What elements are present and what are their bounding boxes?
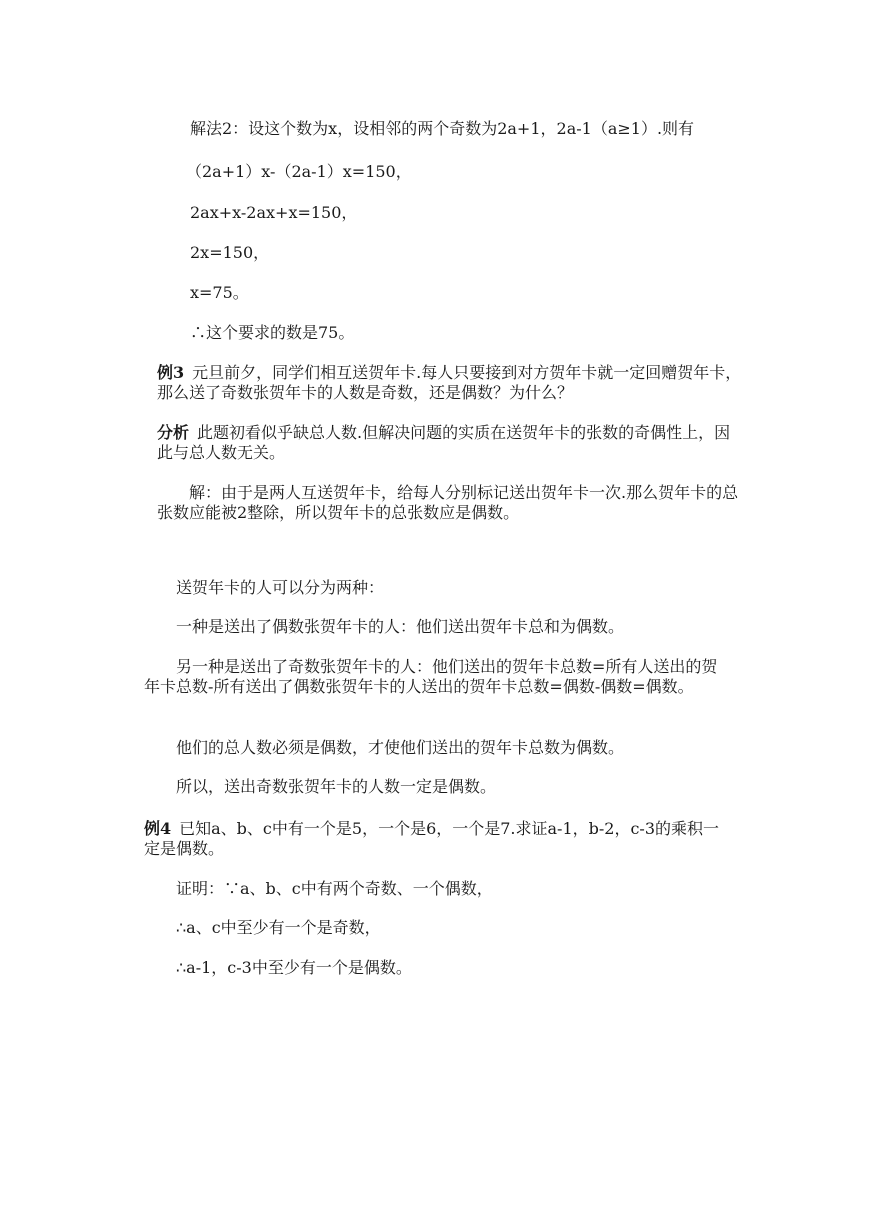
equation-3: 2x=150， — [190, 243, 270, 262]
equation-2: 2ax+x-2ax+x=150， — [190, 203, 358, 222]
division-conclusion: 所以，送出奇数张贺年卡的人数一定是偶数。 — [176, 777, 497, 796]
example-3 — [157, 363, 745, 403]
analysis-label: 分析 — [157, 423, 190, 442]
equation-1: （2a+1）x-（2a-1）x=150， — [186, 162, 412, 181]
division-intro: 送贺年卡的人可以分为两种： — [176, 578, 385, 597]
example-4 — [144, 819, 732, 859]
example-3-text: 元旦前夕，同学们相互送贺年卡.每人只要接到对方贺年卡就一定回赠贺年卡，那么送了奇数张贺年卡的人数是奇数，还是偶数？为什么？ — [157, 363, 742, 402]
solution2-intro: 解法2：设这个数为x，设相邻的两个奇数为2a+1，2a-1（a≥1）.则有 — [190, 119, 695, 138]
solution-paragraph: 解：由于是两人互送贺年卡，给每人分别标记送出贺年卡一次.那么贺年卡的总张数应能被2整除，所以贺年卡的总张数应是偶数。 — [157, 483, 739, 522]
equation-4: x=75。 — [190, 283, 249, 302]
example-4-text: 已知a、b、c中有一个是5，一个是6，一个是7.求证a-1，b-2，c-3的乘积一定是偶数。 — [144, 819, 720, 858]
analysis-text: 此题初看似乎缺总人数.但解决问题的实质在送贺年卡的张数的奇偶性上，因此与总人数无关。 — [157, 423, 731, 462]
analysis — [157, 423, 745, 463]
division-total: 他们的总人数必须是偶数，才使他们送出的贺年卡总数为偶数。 — [176, 738, 625, 757]
solution2-conclusion: ∴这个要求的数是75。 — [190, 323, 355, 342]
proof-line-1: 证明：∵a、b、c中有两个奇数、一个偶数， — [176, 879, 493, 898]
example-3-label: 例3 — [157, 363, 185, 382]
proof-line-2: ∴a、c中至少有一个是奇数， — [176, 918, 381, 937]
division-type-2: 另一种是送出了奇数张贺年卡的人：他们送出的贺年卡总数=所有人送出的贺年卡总数-所有送出了偶数张贺年卡的人送出的贺年卡总数=偶数-偶数=偶数。 — [144, 657, 718, 696]
example-4-label: 例4 — [144, 819, 172, 838]
division-type-1: 一种是送出了偶数张贺年卡的人：他们送出贺年卡总和为偶数。 — [176, 617, 625, 636]
proof-line-3: ∴a-1，c-3中至少有一个是偶数。 — [176, 958, 412, 977]
